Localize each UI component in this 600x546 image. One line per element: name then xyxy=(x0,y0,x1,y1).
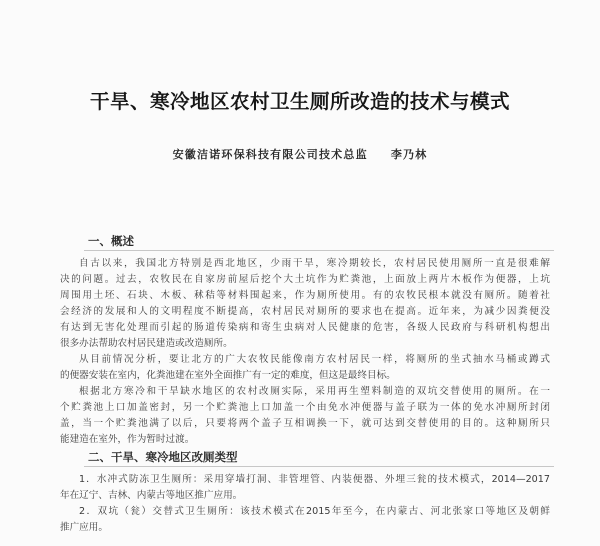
text-line: 有达到无害化处理而引起的肠道传染病和寄生虫病对人民健康的危害，各级人民政府与科研机构想出 xyxy=(60,322,550,333)
text-line: 很多办法帮助农村居民建造或改造厕所。 xyxy=(60,338,233,349)
text-line: 年在辽宁、吉林、内蒙古等地区推广应用。 xyxy=(60,490,243,501)
section-divider xyxy=(84,250,554,251)
section-heading-overview: 一、概述 xyxy=(88,234,134,248)
text-line: 决的问题。过去，农牧民在自家房前屋后挖个大土坑作为贮粪池，上面放上两片木板作为便器，上坑 xyxy=(60,274,550,285)
paragraph-overview-3 xyxy=(60,384,550,448)
section-divider xyxy=(84,466,554,467)
text-line: 推广应用。 xyxy=(60,522,108,533)
text-line: 从目前情况分析，要让北方的广大农牧民能像南方农村居民一样，将厕所的坐式抽水马桶或蹲式 xyxy=(79,354,550,365)
text-line: 的便器安装在室内，化粪池建在室外全面推广有一定的难度，但这是最终目标。 xyxy=(60,370,396,381)
text-line: 自古以来，我国北方特别是西北地区，少雨干旱，寒冷期较长，农村居民使用厕所一直是很难解 xyxy=(79,258,550,269)
author-byline xyxy=(0,146,600,162)
list-item-2 xyxy=(60,504,550,536)
text-line: 盖，当一个贮粪池满了以后，只要将两个盖子互相调换一下，就可达到交替使用的目的。这种厕所只 xyxy=(60,418,550,429)
paragraph-overview-2 xyxy=(60,352,550,384)
paragraph-overview-1 xyxy=(60,256,550,352)
text-line: 1．水冲式防冻卫生厕所：采用穿墙打洞、非管埋管、内装便器、外埋三瓮的技术模式，2014—2017 xyxy=(79,474,550,485)
text-line: 个贮粪池上口加盖密封，另一个贮粪池上口加盖一个由免水冲便器与盖子联为一体的免水冲厕所封闭 xyxy=(60,402,550,413)
text-line: 根据北方寒冷和干旱缺水地区的农村改厕实际，采用再生塑料制造的双坑交替使用的厕所。在一 xyxy=(79,386,550,397)
article-title: 干旱、寒冷地区农村卫生厕所改造的技术与模式 xyxy=(89,90,510,113)
author-name: 李乃林 xyxy=(390,148,428,161)
author-organization: 安徽洁诺环保科技有限公司技术总监 xyxy=(172,148,368,161)
text-line: 周围用土坯、石块、木板、秫秸等材料围起来，作为厕所使用。有的农牧民根本就没有厕所。随着社 xyxy=(60,290,550,301)
text-line: 会经济的发展和人的文明程度不断提高，农村居民对厕所的要求也在提高。近年来，为减少因粪便没 xyxy=(60,306,550,317)
section-heading-types: 二、干旱、寒冷地区改厕类型 xyxy=(88,450,238,464)
text-line: 能建造在室外，作为暂时过渡。 xyxy=(60,434,195,445)
list-item-1 xyxy=(60,472,550,504)
text-line: 2．双坑（瓮）交替式卫生厕所：该技术模式在2015年至今，在内蒙古、河北张家口等地区及朝鲜 xyxy=(79,506,550,517)
